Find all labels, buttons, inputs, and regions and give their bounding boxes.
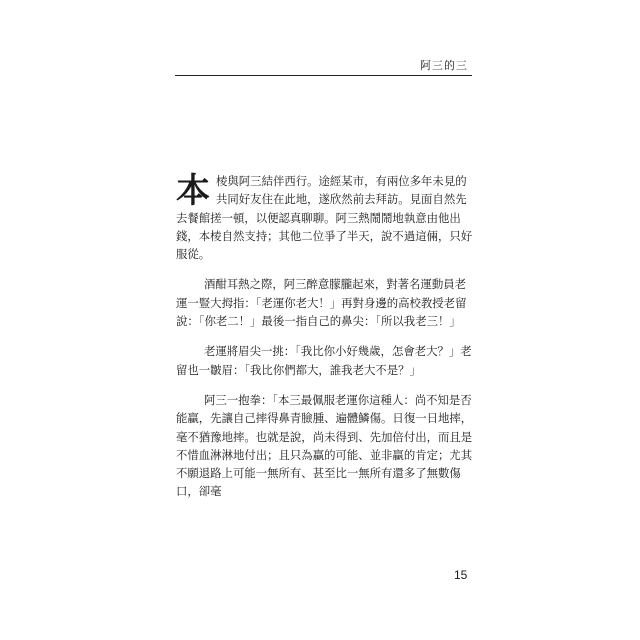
header-rule: [175, 75, 472, 76]
paragraph-1-text: 棱與阿三結伴西行。途經某市，有兩位多年未見的共同好友住在此地，遂欣然前去拜訪。見面自然先去餐館搓一頓，以便認真聊聊。阿三熱鬧鬧地執意由他出錢，本棱自然支持；其他二位爭了半天，說不過這倆，只好服從。: [176, 174, 473, 262]
paragraph-1: [176, 172, 476, 263]
page-number: 15: [454, 568, 468, 582]
paragraph-2: 酒酣耳熱之際，阿三醉意朦朧起來，對著名運動員老運一豎大拇指：「老運你老大！」再對身邊的高校教授老留說：「你老二！」最後一指自己的鼻尖：「所以我老三！」: [176, 277, 467, 329]
drop-cap: 本: [176, 171, 210, 211]
running-header: 阿三的三: [420, 59, 468, 72]
paragraph-3: 老運將眉尖一挑：「我比你小好幾歲，怎會老大？」老留也一皺眉：「我比你們都大，誰我老大不是？」: [176, 344, 472, 377]
body-text: [176, 172, 476, 513]
paragraph-4: 阿三一抱拳：「本三最佩服老運你這種人：尚不知是否能贏，先讓自己摔得鼻青臉腫、遍體鱗傷。日復一日地摔，毫不猶豫地摔。也就是說，尚未得到、先加倍付出，而且是不惜血淋淋地付出；且只為贏的可能、並非贏的肯定；尤其不願退路上可能一無所有、甚至比一無所有還多了無數傷口，卻毫: [176, 392, 473, 499]
